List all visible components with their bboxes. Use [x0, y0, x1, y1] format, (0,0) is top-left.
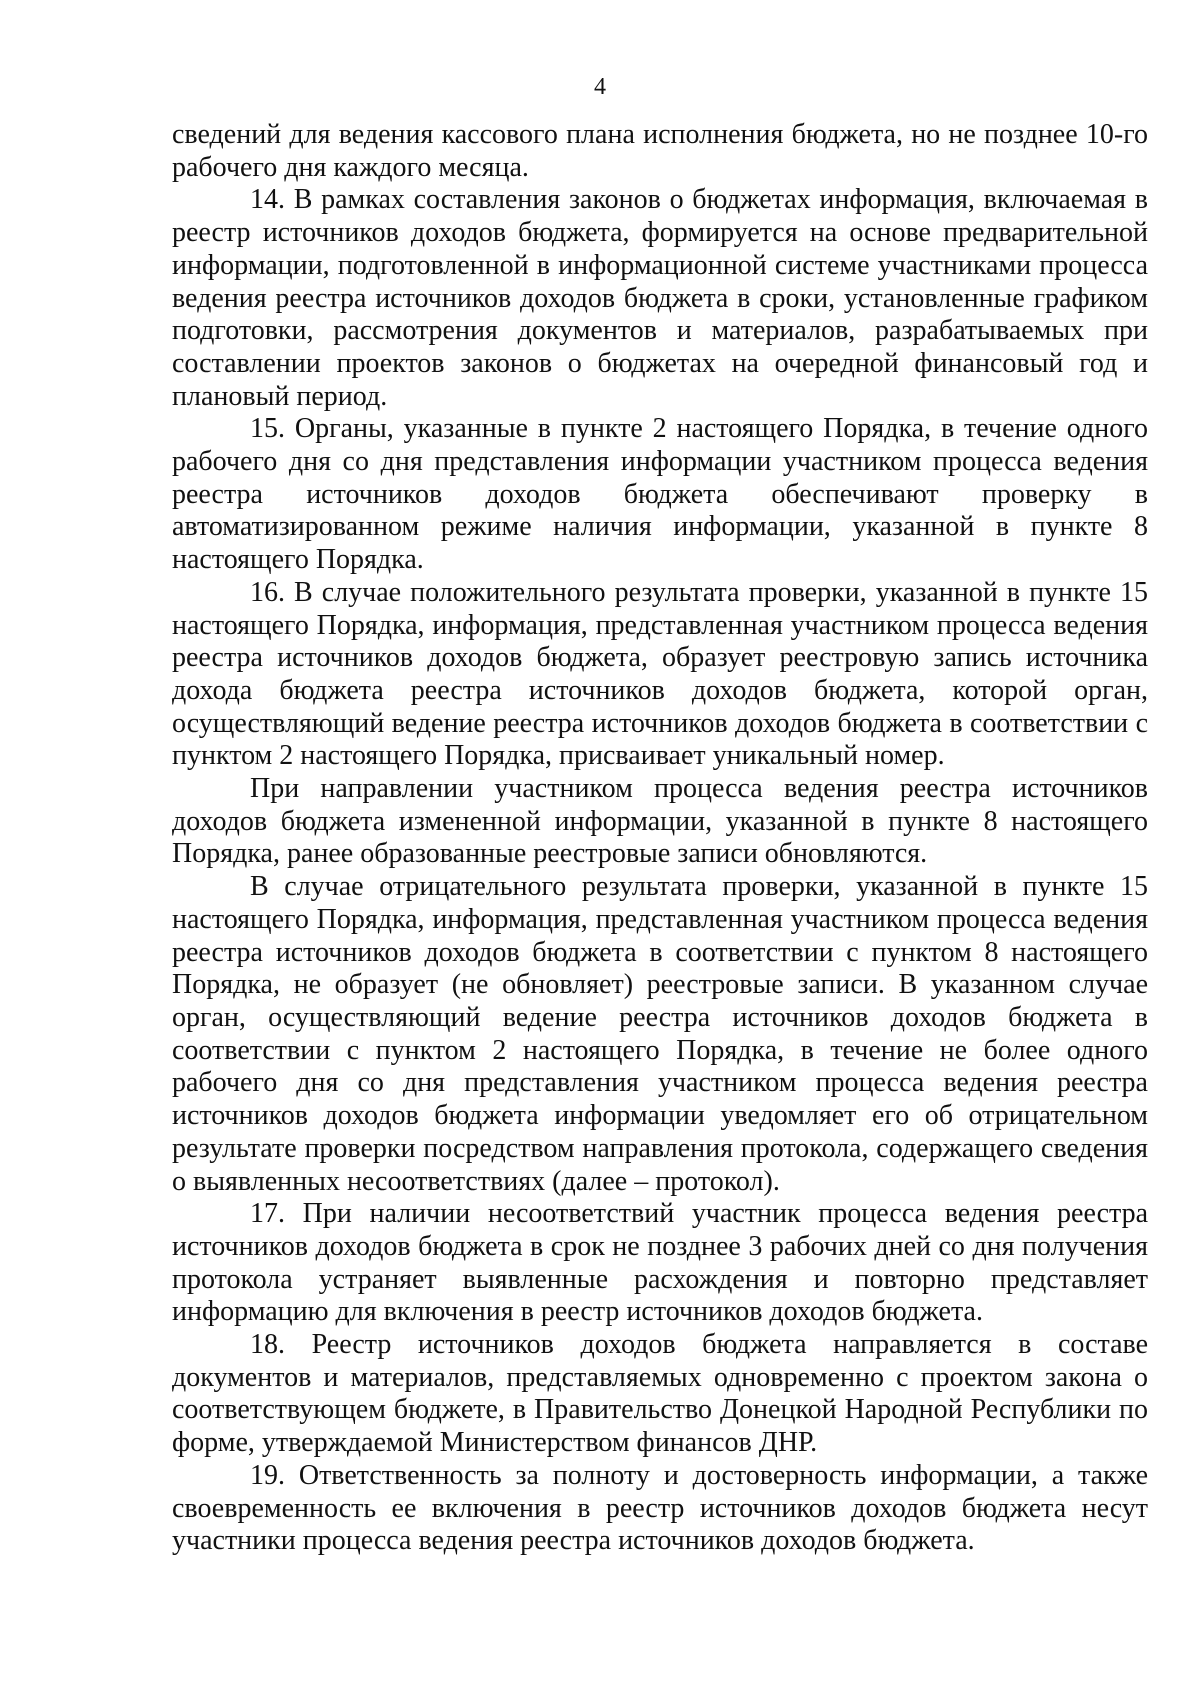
paragraph-item-15: 15. Органы, указанные в пункте 2 настоящего Порядка, в течение одного рабочего дня со дня представления информации участником процесса ведения реестра источников доходов бюджета обеспечивают проверку в автоматизированном режиме наличия информации, указанной в пункте 8 настоящего Порядка. [172, 413, 1148, 576]
paragraph-continuation: сведений для ведения кассового плана исполнения бюджета, но не позднее 10-го рабочего дня каждого месяца. [172, 119, 1148, 183]
paragraph-item-18: 18. Реестр источников доходов бюджета направляется в составе документов и материалов, представляемых одновременно с проектом закона о соответствующем бюджете, в Правительство Донецкой Народной Республики по форме, утверждаемой Министерством финансов ДНР. [172, 1329, 1148, 1459]
paragraph-item-14: 14. В рамках составления законов о бюджетах информация, включаемая в реестр источников доходов бюджета, формируется на основе предварительной информации, подготовленной в информационной системе участниками процесса ведения реестра источников доходов бюджета в сроки, установленные графиком подготовки, рассмотрения документов и материалов, разрабатываемых при составлении проектов законов о бюджетах на очередной финансовый год и плановый период. [172, 184, 1148, 412]
page-number: 4 [594, 74, 606, 100]
paragraph-item-19: 19. Ответственность за полноту и достоверность информации, а также своевременность ее включения в реестр источников доходов бюджета несут участники процесса ведения реестра источников доходов бюджета. [172, 1459, 1148, 1557]
paragraph-item-16-negative-result: В случае отрицательного результата проверки, указанной в пункте 15 настоящего Порядка, информация, представленная участником процесса ведения реестра источников доходов бюджета в соответствии с пунктом 8 настоящего Порядка, не образует (не обновляет) реестровые записи. В указанном случае орган, осуществляющий ведение реестра источников доходов бюджета в соответствии с пунктом 2 настоящего Порядка, в течение не более одного рабочего дня со дня представления участником процесса ведения реестра источников доходов бюджета информации уведомляет его об отрицательном результате проверки посредством направления протокола, содержащего сведения о выявленных несоответствиях (далее – протокол). [172, 871, 1148, 1197]
paragraph-item-16: 16. В случае положительного результата проверки, указанной в пункте 15 настоящего Порядка, информация, представленная участником процесса ведения реестра источников доходов бюджета, образует реестровую запись источника дохода бюджета реестра источников доходов бюджета, которой орган, осуществляющий ведение реестра источников доходов бюджета в соответствии с пунктом 2 настоящего Порядка, присваивает уникальный номер. [172, 576, 1148, 772]
paragraph-item-16-updates: При направлении участником процесса ведения реестра источников доходов бюджета измененной информации, указанной в пункте 8 настоящего Порядка, ранее образованные реестровые записи обновляются. [172, 773, 1148, 870]
document-body [172, 119, 1148, 1558]
paragraph-item-17: 17. При наличии несоответствий участник процесса ведения реестра источников доходов бюджета в срок не позднее 3 рабочих дней со дня получения протокола устраняет выявленные расхождения и повторно представляет информацию для включения в реестр источников доходов бюджета. [172, 1198, 1148, 1328]
